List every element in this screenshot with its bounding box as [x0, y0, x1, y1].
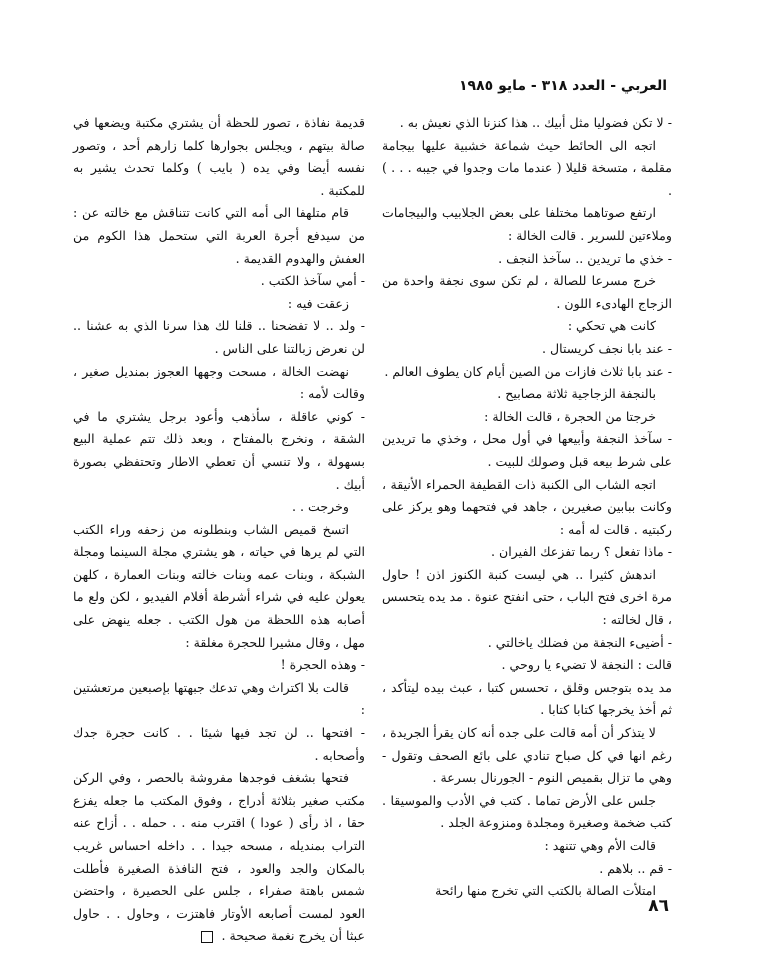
paragraph: قالت بلا اكتراث وهي تدعك جبهتها بإصبعين مرتعشتين : [73, 679, 365, 718]
paragraph: - قم .. بلاهم . [599, 860, 672, 876]
running-header: العربي - العدد ٣١٨ - مايو ١٩٨٥ [459, 78, 667, 94]
paragraph: - كوني عاقلة ، سأذهب وأعود برجل يشتري ما في الشقة ، ونخرج بالمفتاح ، وبعد ذلك تتم عملية البيع بسهولة ، ولا تنسي أن تعطي الاطار وتحتفظي بصورة أبيك . [73, 408, 365, 492]
paragraph: - وهذه الحجرة ! [280, 657, 365, 673]
paragraph: قام متلهفا الى أمه التي كانت تتناقش مع خالته عن : من سيدفع أجرة العربة التي ستحمل هذا الكوم من العفش والهدوم القديمة . [73, 205, 365, 266]
page-number: ٨٦ [648, 896, 669, 916]
text-column-right [382, 112, 672, 899]
paragraph: وخرجت . . [292, 499, 349, 515]
paragraph: اتجه الى الحائط حيث شماعة خشبية عليها بيجامة مقلمة ، متسخة قليلا ( عندما مات وجدوا في جيبه . . . ) . [382, 137, 672, 198]
paragraph: - عند بابا نجف كريستال . [541, 340, 672, 356]
paragraph: - ماذا تفعل ؟ ربما تفزعك الفيران . [490, 544, 672, 560]
paragraph: ارتفع صوتاهما مختلفا على بعض الجلابيب والبيجامات وملاءتين للسرير . قالت الخالة : [382, 205, 672, 243]
paragraph: - خذي ما تريدين .. سآخذ النجف . [498, 250, 672, 266]
paragraph: خرج مسرعا للصالة ، لم تكن سوى نجفة واحدة من الزجاج الهادىء اللون . [382, 273, 672, 311]
paragraph: - سآخذ النجفة وأبيعها في أول محل ، وخذي ما تريدين على شرط بيعه قبل وصولك للبيت . [382, 431, 672, 469]
paragraph: اتجه الشاب الى الكنبة ذات القطيفة الحمراء الأنيقة ، وكانت ببابين صغيرين ، جاهد في فتحهما وهو يركز على ركبتيه . قالت له أمه : [382, 476, 672, 537]
paragraph: لا يتذكر أن أمه قالت على جده أنه كان يقرأ الجريدة ، رغم انها في كل صباح تنادي على بائع الصحف وتقول - وهي ما تزال بقميص النوم - الجورنال بسرعة . [382, 725, 672, 786]
paragraph: - ولد .. لا تفضحنا .. قلنا لك هذا سرنا الذي به عشنا .. لن نعرض زبالتنا على الناس . [73, 318, 365, 356]
paragraph: - افتحها .. لن تجد فيها شيئا . . كانت حجرة جدك وأصحابه . [73, 725, 365, 763]
paragraph: - أمي سآخذ الكتب . [260, 273, 365, 289]
paragraph: فتحها بشغف فوجدها مفروشة بالحصر ، وفي الركن مكتب صغير بثلاثة أدراج ، وفوق المكتب ما جعله يفزع حقا ، اذ رأى ( عودا ) اقترب منه . . حمله . . أزاح عنه التراب بمنديله ، مسحه جيدا . . داخله احساس غريب بالمكان والجد والعود ، فتح النافذة الصغيرة فأطلت شمس باهتة صفراء ، جلس على الحصيرة ، واحتضن العود لمست أصابعه الأوتار فاهتزت ، وحاول . . حاول عبثا أن يخرج نغمة صحيحة . [73, 770, 365, 944]
text-column-left [73, 112, 365, 944]
paragraph: امتلأت الصالة بالكتب التي تخرج منها رائحة [435, 883, 656, 899]
paragraph: مد يده بتوجس وقلق ، تحسس كتبا ، عبث بيده ليتأكد ، ثم أخذ يخرجها كتابا كتابا . [382, 679, 672, 718]
paragraph: قالت الأم وهي تتنهد : [544, 838, 656, 853]
paragraph: قديمة نفاذة ، تصور للحظة أن يشتري مكتبة ويضعها في صالة بيتهم ، ويجلس بجوارها كلما زارهم أحد ، وتصور نفسه أيضا وفي يده ( بايب ) وكلما تحدث يشير به للمكتبة . [73, 115, 365, 198]
paragraph: خرجتا من الحجرة ، قالت الخالة : [484, 408, 656, 424]
paragraph: اندهش كثيرا .. هي ليست كنبة الكنوز اذن ! حاول مرة اخرى فتح الباب ، حتى انفتح عنوة . مد يده يتحسس ، قال لخالته : [382, 566, 672, 628]
paragraph: - عند بابا ثلاث فازات من الصين أيام كان يطوف العالم . [384, 363, 672, 379]
paragraph: قالت : النجفة لا تضيء يا روحي . [501, 657, 672, 673]
paragraph: بالنجفة الزجاجية ثلاثة مصابيح . [497, 386, 656, 402]
paragraph: - أضيىء النجفة من فضلك ياخالتي . [487, 634, 672, 650]
paragraph: كانت هي تحكي : [567, 318, 656, 334]
paragraph: زعقت فيه : [287, 295, 349, 311]
end-of-article-mark [201, 931, 213, 943]
paragraph: اتسخ قميص الشاب وبنطلونه من زحفه وراء الكتب التي لم يرها في حياته ، هو يشتري مجلة السينما ومجلة الشبكة ، وبنات عمه وبنات خالته وبنات العمارة ، كلهن يعولن عليه في شراء أشرطة أفلام الفيديو ، لكن ولع ما أصابه هذه اللحظة من هول الكتب . جعله ينهض على مهل ، وقال مشيرا للحجرة مغلقة : [73, 521, 365, 650]
paragraph: جلس على الأرض تماما . كتب في الأدب والموسيقا . كتب ضخمة وصغيرة ومجلدة ومنزوعة الجلد . [382, 792, 672, 831]
paragraph: نهضت الخالة ، مسحت وجهها العجوز بمنديل صغير ، وقالت لأمه : [73, 363, 365, 402]
paragraph: - لا تكن فضوليا مثل أبيك .. هذا كنزنا الذي نعيش به . [399, 115, 672, 130]
